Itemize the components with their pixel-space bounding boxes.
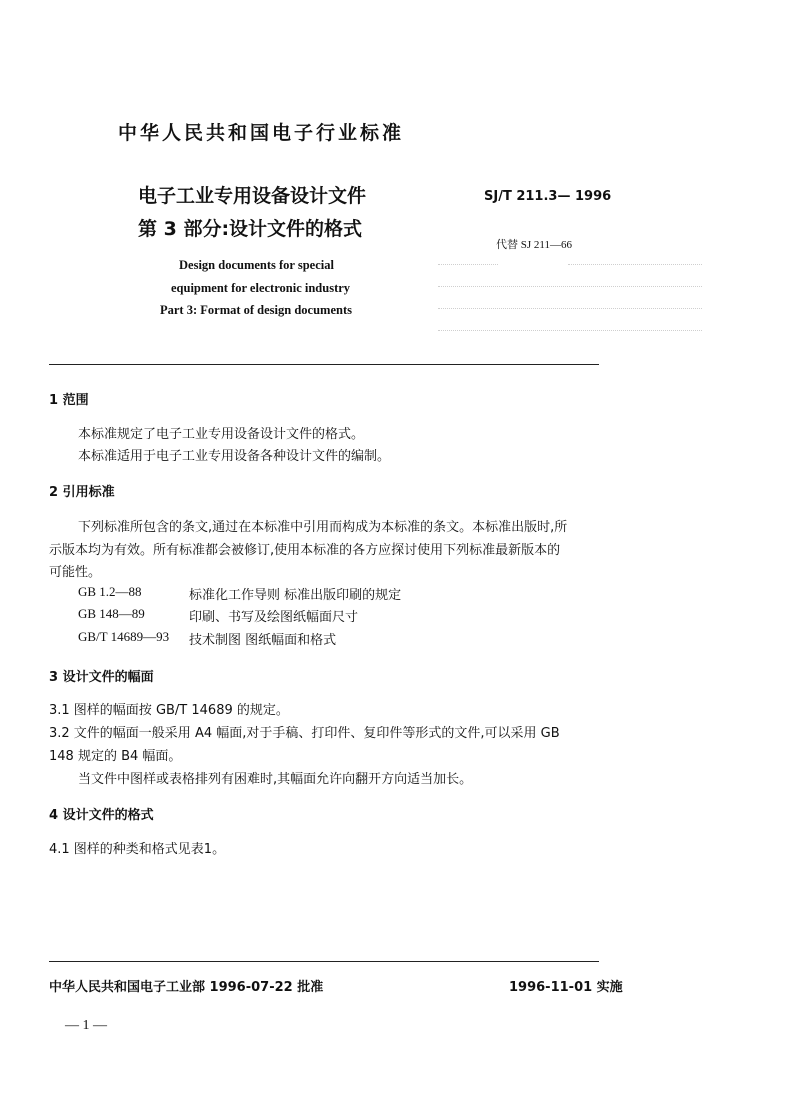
header-divider: [49, 364, 599, 365]
dotted-line: [438, 308, 702, 309]
page-number: — 1 —: [65, 1018, 107, 1033]
reference-code: GB 1.2—88: [78, 584, 142, 599]
approval-line: 中华人民共和国电子工业部 1996-07-22 批准: [49, 980, 324, 995]
replaces-standard: 代替 SJ 211—66: [496, 239, 572, 251]
reference-title: 标准化工作导则 标准出版印刷的规定: [189, 588, 402, 603]
section-2-heading: 2 引用标准: [49, 485, 115, 500]
reference-code: GB/T 14689—93: [78, 629, 170, 644]
standard-category-title: 中华人民共和国电子行业标准: [118, 122, 405, 144]
dotted-line: [438, 330, 702, 331]
effective-date: 1996-11-01 实施: [509, 980, 623, 995]
section-2-paragraph-line1: 下列标准所包含的条文,通过在本标准中引用而构成为本标准的条文。本标准出版时,所: [78, 520, 568, 535]
clause-3-1: 3.1 图样的幅面按 GB/T 14689 的规定。: [49, 703, 289, 718]
document-title-line1: 电子工业专用设备设计文件: [138, 185, 367, 207]
section-1-heading: 1 范围: [49, 393, 89, 408]
clause-4-1: 4.1 图样的种类和格式见表1。: [49, 842, 226, 857]
english-title-line3: Part 3: Format of design documents: [160, 303, 352, 317]
reference-code: GB 148—89: [78, 606, 145, 621]
clause-3-2-line1: 3.2 文件的幅面一般采用 A4 幅面,对于手稿、打印件、复印件等形式的文件,可以采用 GB: [49, 726, 560, 741]
clause-3-2-line2: 148 规定的 B4 幅面。: [49, 749, 182, 764]
reference-title: 印刷、书写及绘图纸幅面尺寸: [189, 610, 359, 625]
section-2-paragraph-line2: 示版本均为有效。所有标准都会被修订,使用本标准的各方应探讨使用下列标准最新版本的: [49, 543, 561, 558]
section-2-paragraph-line3: 可能性。: [49, 565, 102, 580]
section-1-paragraph-2: 本标准适用于电子工业专用设备各种设计文件的编制。: [78, 449, 391, 464]
english-title-line2: equipment for electronic industry: [171, 281, 351, 295]
reference-title: 技术制图 图纸幅面和格式: [189, 633, 337, 648]
section-3-heading: 3 设计文件的幅面: [49, 670, 154, 685]
dotted-line: [438, 286, 702, 287]
dotted-line: [568, 264, 702, 265]
footer-divider: [49, 961, 599, 962]
standard-number: SJ/T 211.3— 1996: [484, 189, 612, 204]
english-title-line1: Design documents for special: [179, 258, 334, 272]
clause-3-2-paragraph-2: 当文件中图样或表格排列有困难时,其幅面允许向翻开方向适当加长。: [78, 772, 473, 787]
dotted-line: [438, 264, 498, 265]
document-title-line2: 第 3 部分:设计文件的格式: [138, 218, 363, 240]
section-1-paragraph-1: 本标准规定了电子工业专用设备设计文件的格式。: [78, 427, 365, 442]
section-4-heading: 4 设计文件的格式: [49, 808, 154, 823]
